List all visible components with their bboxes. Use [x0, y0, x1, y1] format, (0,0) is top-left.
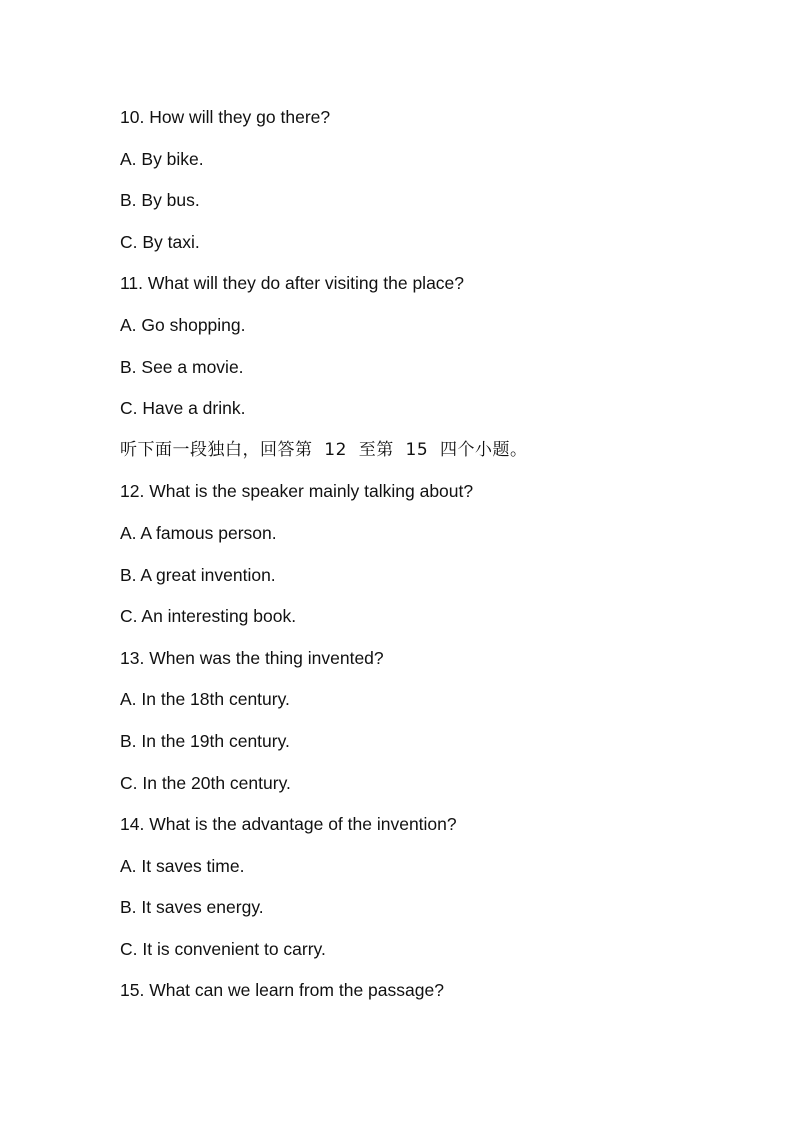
- option-14-c: C. It is convenient to carry.: [120, 938, 326, 959]
- question-14: 14. What is the advantage of the invention?: [120, 814, 457, 835]
- option-11-c: C. Have a drink.: [120, 398, 246, 419]
- option-12-c: C. An interesting book.: [120, 606, 297, 627]
- option-13-c: C. In the 20th century.: [120, 772, 291, 793]
- option-13-a: A. In the 18th century.: [120, 689, 290, 710]
- option-12-a: A. A famous person.: [120, 522, 277, 543]
- question-15: 15. What can we learn from the passage?: [120, 980, 444, 1001]
- option-13-b: B. In the 19th century.: [120, 730, 290, 751]
- question-13: 13. When was the thing invented?: [120, 647, 384, 668]
- option-11-b: B. See a movie.: [120, 356, 244, 377]
- option-10-a: A. By bike.: [120, 148, 204, 169]
- option-10-b: B. By bus.: [120, 190, 200, 211]
- option-14-b: B. It saves energy.: [120, 897, 264, 918]
- option-14-a: A. It saves time.: [120, 855, 245, 876]
- question-10: 10. How will they go there?: [120, 107, 331, 127]
- option-10-c: C. By taxi.: [120, 231, 200, 252]
- option-12-b: B. A great invention.: [120, 564, 276, 585]
- question-11: 11. What will they do after visiting the place?: [120, 273, 465, 294]
- question-list: [120, 104, 740, 1019]
- section-instruction: 听下面一段独白，回答第 12 至第 15 四个小题。: [120, 439, 528, 460]
- question-12: 12. What is the speaker mainly talking about?: [120, 481, 474, 502]
- option-11-a: A. Go shopping.: [120, 314, 246, 335]
